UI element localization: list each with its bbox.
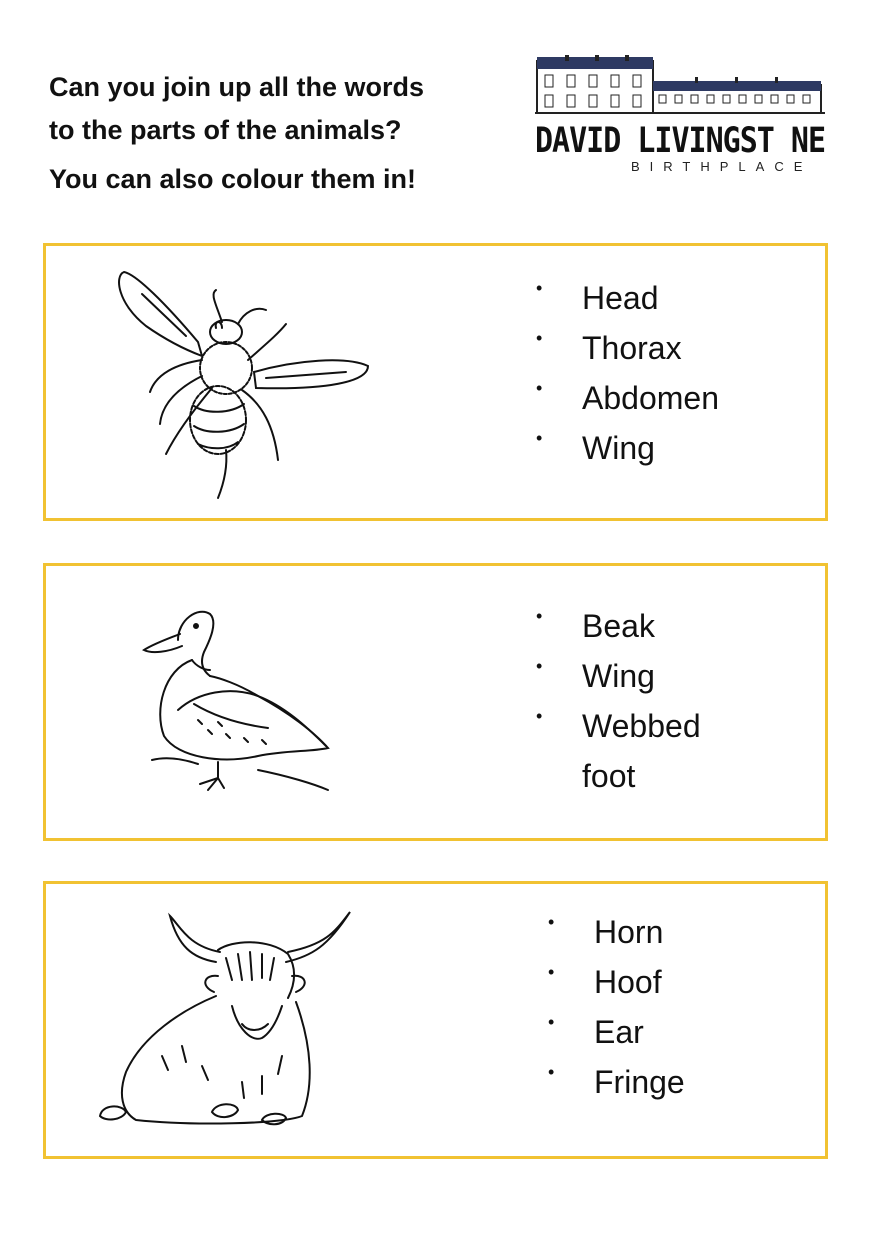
instruction-line-3: You can also colour them in! [49, 164, 417, 195]
highland-cow-panel [43, 881, 828, 1159]
bee-drawing-icon [106, 264, 376, 504]
david-livingstone-logo [535, 55, 825, 180]
part-label: • Ear [548, 1008, 685, 1058]
duck-panel [43, 563, 828, 841]
duck-drawing-icon [138, 600, 338, 800]
part-label: • Abdomen [536, 374, 719, 424]
instruction-line-1: Can you join up all the words [49, 72, 425, 102]
building-illustration-icon [535, 55, 825, 120]
part-label: • Wing [536, 424, 719, 474]
duck-parts-list [536, 602, 712, 802]
part-label: • Wing [536, 652, 712, 702]
logo-subtitle: BIRTHPLACE [631, 159, 813, 174]
instruction-line-2: to the parts of the animals? [49, 115, 402, 146]
part-label: • Webbed foot [536, 702, 712, 802]
part-label: • Fringe [548, 1058, 685, 1108]
part-label: • Horn [548, 908, 685, 958]
part-label: • Head [536, 274, 719, 324]
instructions [49, 66, 424, 202]
bee-parts-list [536, 274, 719, 474]
part-label: • Beak [536, 602, 712, 652]
highland-cow-drawing-icon [92, 906, 362, 1136]
logo-name: DAVID LIVINGST NE [535, 121, 826, 162]
part-label: • Hoof [548, 958, 685, 1008]
part-label: • Thorax [536, 324, 719, 374]
bee-panel [43, 243, 828, 521]
cow-parts-list [548, 908, 685, 1108]
